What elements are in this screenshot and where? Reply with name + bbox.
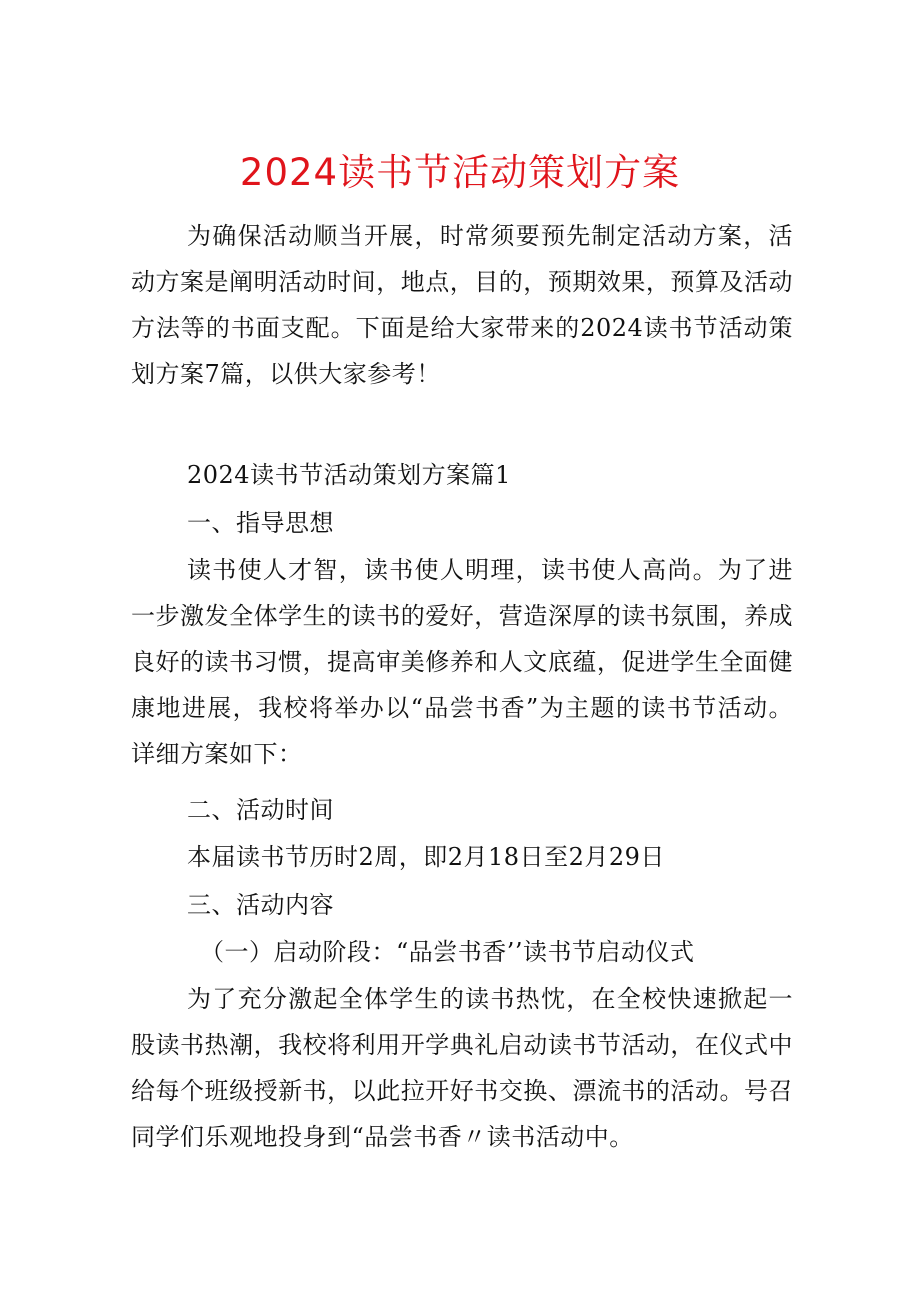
- page-title: 2024读书节活动策划方案: [239, 151, 681, 194]
- paragraph-launch-stage: 为了充分激起全体学生的读书热忱，在全校快速掀起一股读书热潮，我校将利用开学典礼启动读书节活动，在仪式中给每个班级授新书，以此拉开好书交换、漂流书的活动。号召同学们乐观地投身到“品尝书香〃读书活动中。: [131, 985, 793, 1151]
- heading-activity-time: 二、活动时间: [187, 796, 334, 824]
- subheading-launch-stage: （一）启动阶段：“品尝书香’’读书节启动仪式: [200, 938, 695, 966]
- paragraph-activity-time: 本届读书节历时2周，即2月18日至2月29日: [187, 843, 665, 871]
- heading-guiding-ideology: 一、指导思想: [187, 509, 334, 537]
- heading-activity-content: 三、活动内容: [187, 891, 334, 919]
- paragraph-guiding-ideology: 读书使人才智，读书使人明理，读书使人高尚。为了进一步激发全体学生的读书的爱好，营造深厚的读书氛围，养成良好的读书习惯，提高审美修养和人文底蕴，促进学生全面健康地进展，我校将举办以“品尝书香”为主题的读书节活动。详细方案如下：: [131, 556, 793, 768]
- intro-paragraph: 为确保活动顺当开展，时常须要预先制定活动方案，活动方案是阐明活动时间，地点，目的，预期效果，预算及活动方法等的书面支配。下面是给大家带来的2024读书节活动策划方案7篇，以供大家参考！: [131, 222, 793, 388]
- section-heading: 2024读书节活动策划方案篇1: [187, 461, 511, 489]
